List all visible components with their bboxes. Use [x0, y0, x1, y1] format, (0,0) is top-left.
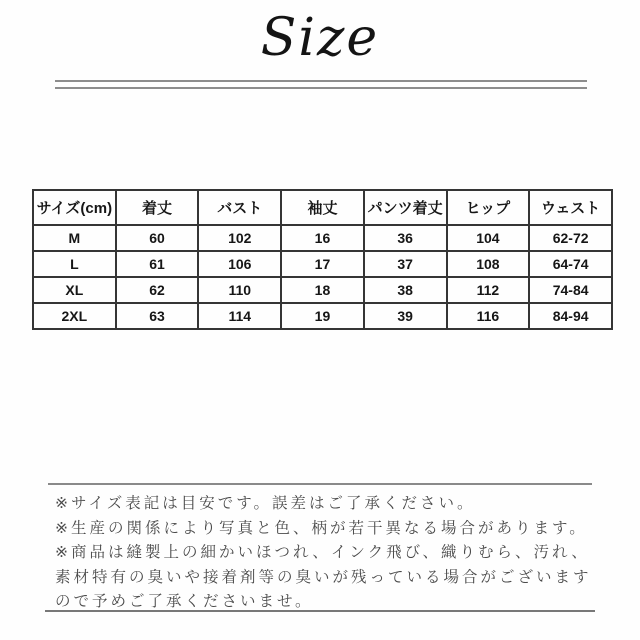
header-cell-hip: ヒップ: [447, 190, 530, 225]
size-cell: 38: [364, 277, 447, 303]
size-cell: 110: [198, 277, 281, 303]
header-cell-waist: ウェスト: [529, 190, 612, 225]
size-cell: 114: [198, 303, 281, 329]
table-row-m: [33, 225, 612, 251]
header-cell-size: サイズ(cm): [33, 190, 116, 225]
bottom-divider: [45, 610, 595, 612]
note-line: 素材特有の臭いや接着剤等の臭いが残っている場合がございます: [55, 568, 592, 586]
size-row-label: XL: [33, 277, 116, 303]
size-cell: 19: [281, 303, 364, 329]
size-cell: 61: [116, 251, 199, 277]
size-cell: 108: [447, 251, 530, 277]
notes-top-divider: [48, 483, 592, 485]
size-cell: 106: [198, 251, 281, 277]
note-line: ので予めご了承くださいませ。: [55, 593, 314, 610]
page-title: Size: [260, 8, 380, 68]
note-line: ※生産の関係により写真と色、柄が若干異なる場合があります。: [55, 519, 588, 537]
size-cell: 60: [116, 225, 199, 251]
size-cell: 37: [364, 251, 447, 277]
size-cell: 112: [447, 277, 530, 303]
table-header-row: [33, 190, 612, 225]
size-row-label: 2XL: [33, 303, 116, 329]
size-table-header: [33, 190, 612, 225]
size-cell: 62: [116, 277, 199, 303]
table-row-l: [33, 251, 612, 277]
header-cell-sleeve: 袖丈: [281, 190, 364, 225]
note-line: ※商品は縫製上の細かいほつれ、インク飛び、織りむら、汚れ、: [55, 544, 590, 561]
size-cell: 64-74: [529, 251, 612, 277]
table-row-2xl: [33, 303, 612, 329]
size-table-body: [33, 225, 612, 329]
note-line: ※サイズ表記は目安です。誤差はご了承ください。: [55, 495, 476, 512]
size-cell: 18: [281, 277, 364, 303]
size-cell: 16: [281, 225, 364, 251]
size-cell: 36: [364, 225, 447, 251]
size-cell: 102: [198, 225, 281, 251]
size-cell: 104: [447, 225, 530, 251]
size-row-label: L: [33, 251, 116, 277]
size-cell: 17: [281, 251, 364, 277]
size-cell: 62-72: [529, 225, 612, 251]
size-table: [32, 189, 613, 330]
size-row-label: M: [33, 225, 116, 251]
size-cell: 84-94: [529, 303, 612, 329]
size-cell: 39: [364, 303, 447, 329]
size-cell: 74-84: [529, 277, 612, 303]
header-cell-length: 着丈: [116, 190, 199, 225]
size-cell: 116: [447, 303, 530, 329]
title-divider: [55, 80, 587, 89]
notes: [55, 492, 635, 615]
table-row-xl: [33, 277, 612, 303]
header-cell-bust: バスト: [198, 190, 281, 225]
size-cell: 63: [116, 303, 199, 329]
header-cell-pants-length: パンツ着丈: [364, 190, 447, 225]
